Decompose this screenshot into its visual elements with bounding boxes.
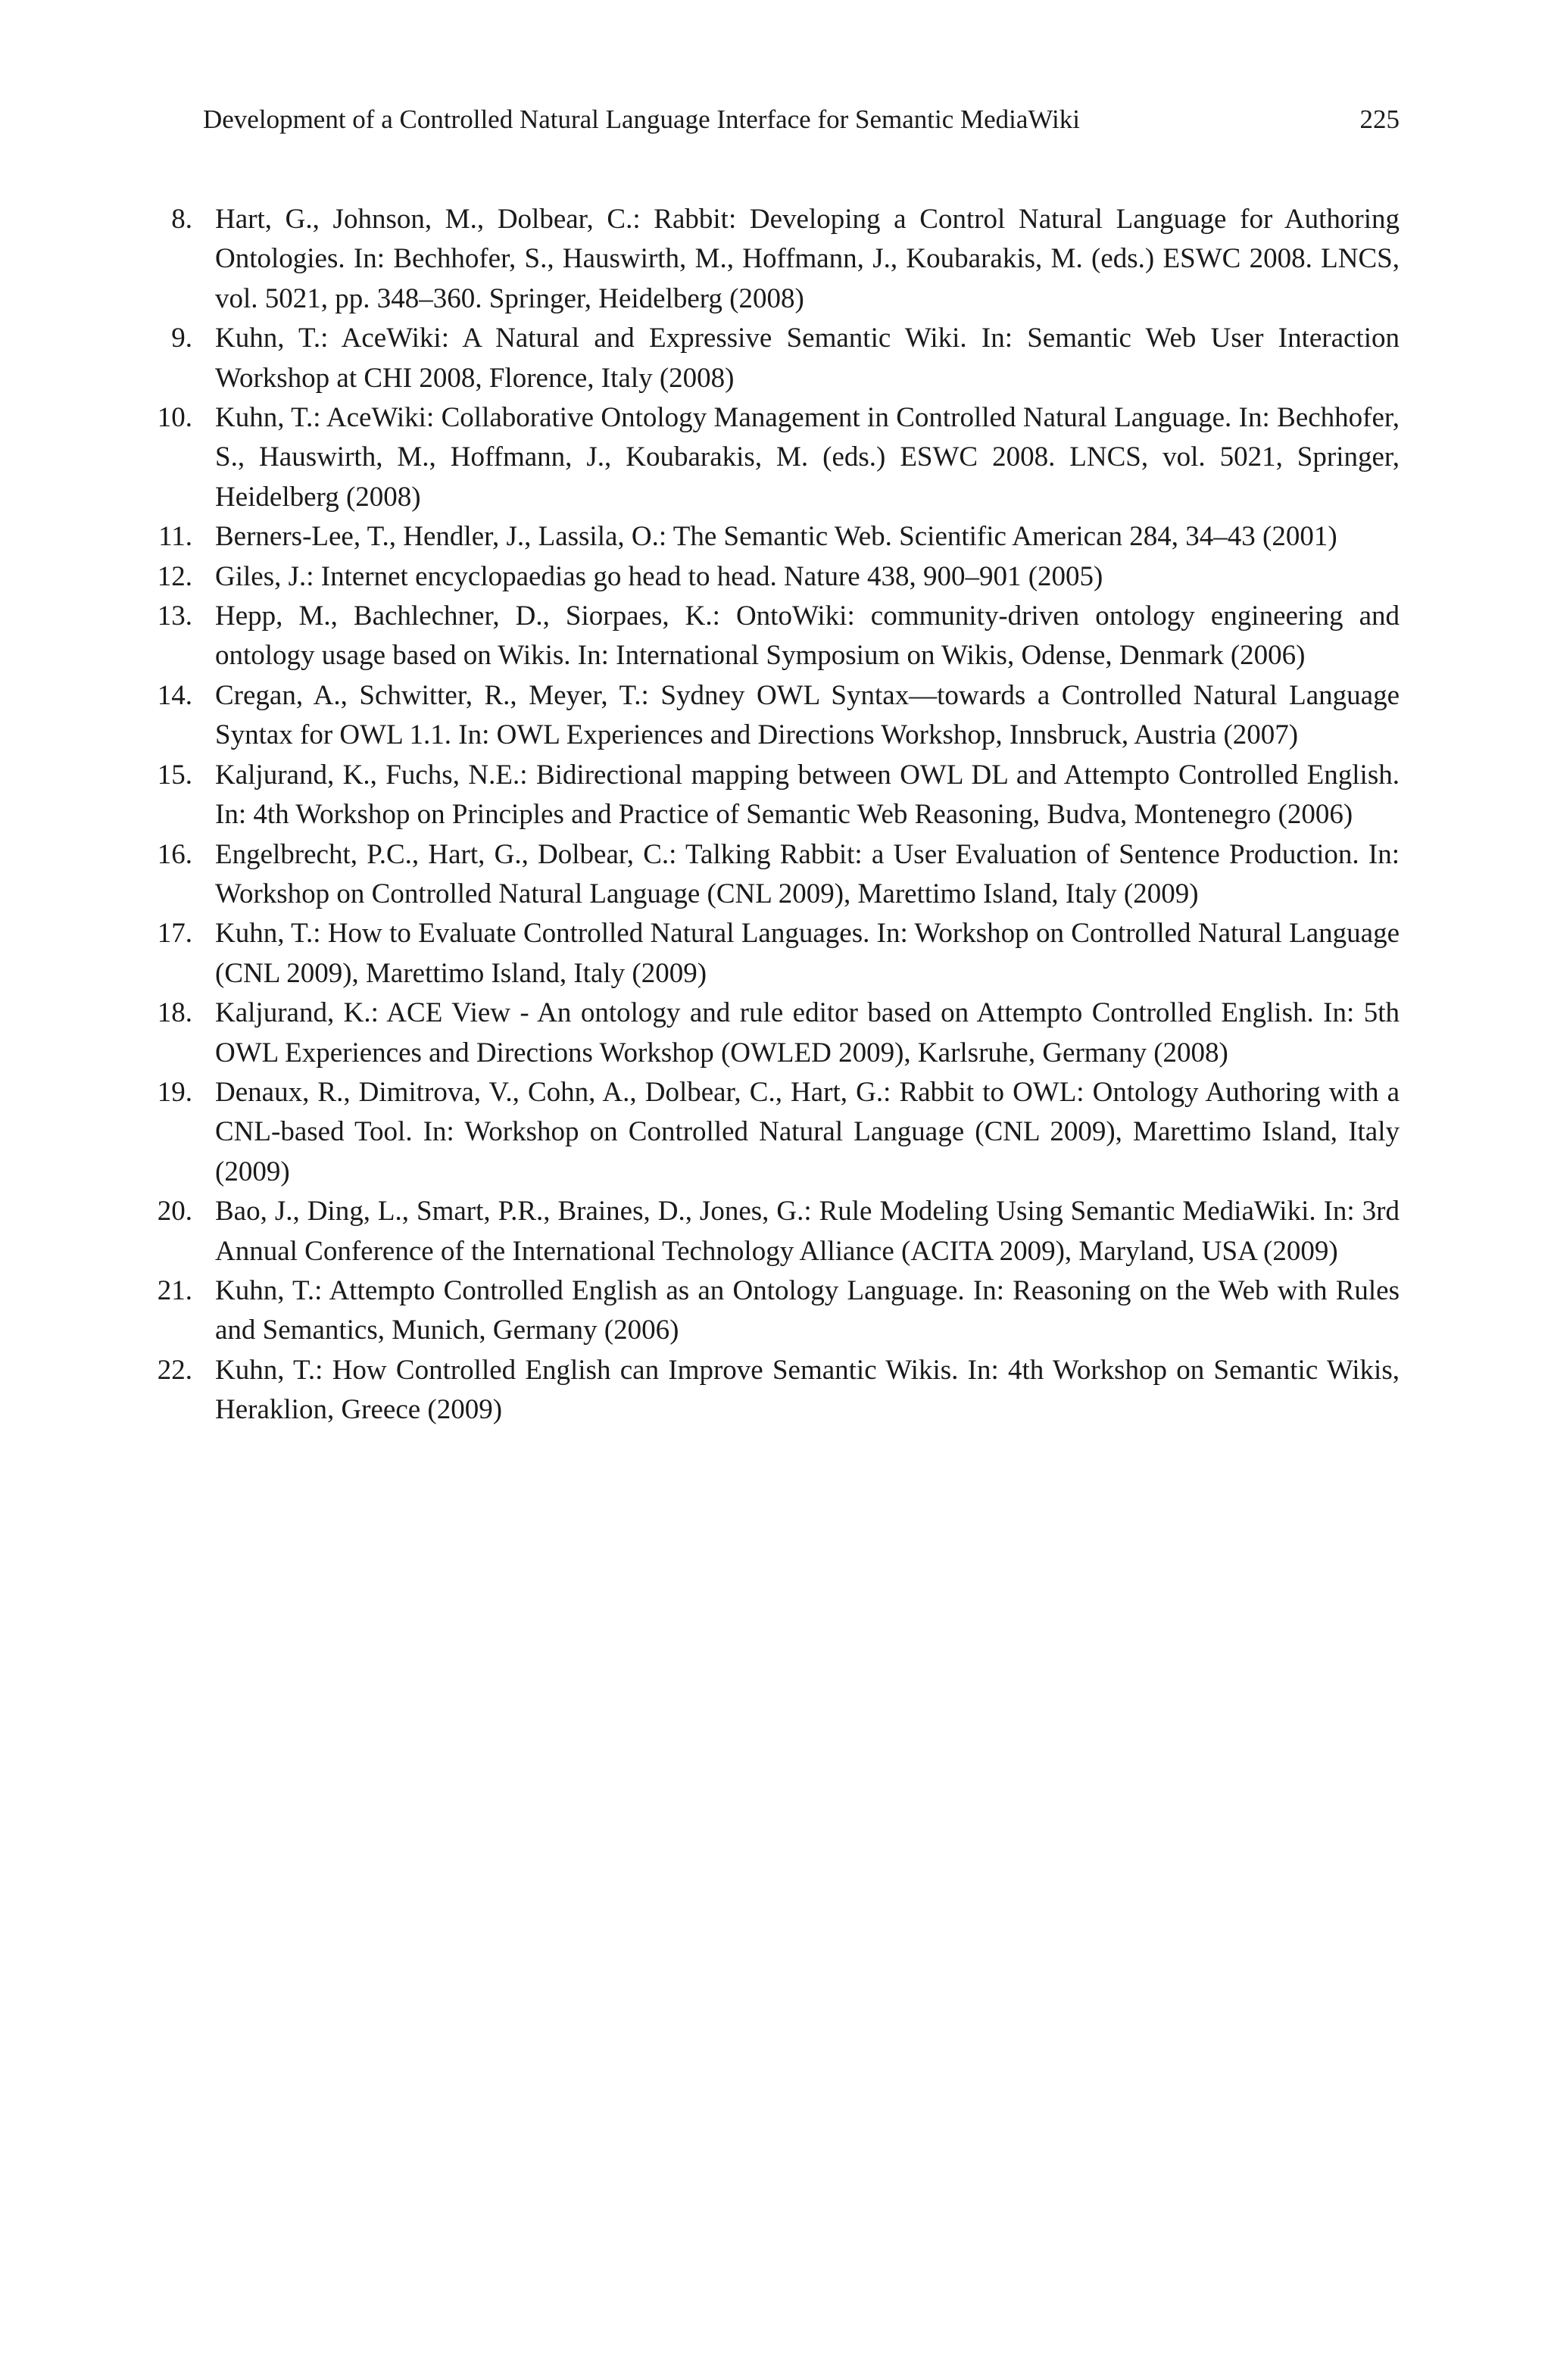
reference-number: 14.	[157, 679, 192, 711]
reference-text: Engelbrecht, P.C., Hart, G., Dolbear, C.: Talking Rabbit: a User Evaluation of Sentence Production. In: Workshop on Controlled Natural Language (CNL 2009), Marettimo Island, Italy (2009)	[215, 838, 1400, 909]
reference-text: Hepp, M., Bachlechner, D., Siorpaes, K.: OntoWiki: community-driven ontology engineering and ontology usage based on Wikis. In: International Symposium on Wikis, Odense, Denmark (2006)	[215, 600, 1400, 672]
reference-number: 8.	[171, 204, 192, 235]
reference-text: Berners-Lee, T., Hendler, J., Lassila, O.: The Semantic Web. Scientific American 284, 34–43 (2001)	[215, 521, 1337, 553]
reference-text: Hart, G., Johnson, M., Dolbear, C.: Rabbit: Developing a Control Natural Language for Authoring Ontologies. In: Bechhofer, S., Hauswirth, M., Hoffmann, J., Koubarakis, M. (eds.) ESWC 2008. LNCS, vol. 5021, pp. 348–360. Springer, Heidelberg (2008)	[215, 204, 1400, 314]
reference-number: 11.	[158, 521, 192, 553]
reference-item	[148, 1351, 1400, 1430]
reference-text: Kuhn, T.: How to Evaluate Controlled Natural Languages. In: Workshop on Controlled Natural Language (CNL 2009), Marettimo Island, Italy (2009)	[215, 918, 1400, 989]
reference-item	[148, 835, 1400, 915]
reference-item	[148, 676, 1400, 756]
reference-number: 21.	[157, 1274, 192, 1306]
running-head	[203, 97, 1400, 142]
reference-number: 17.	[157, 918, 192, 950]
reference-number: 18.	[157, 997, 192, 1029]
reference-text: Kaljurand, K.: ACE View - An ontology and rule editor based on Attempto Controlled English. In: 5th OWL Experiences and Directions Workshop (OWLED 2009), Karlsruhe, Germany (2008)	[215, 997, 1400, 1068]
page-number: 225	[1359, 104, 1400, 134]
reference-item	[148, 993, 1400, 1073]
reference-text: Bao, J., Ding, L., Smart, P.R., Braines, D., Jones, G.: Rule Modeling Using Semantic MediaWiki. In: 3rd Annual Conference of the International Technology Alliance (ACITA 2009), Maryland, USA (2009)	[215, 1196, 1400, 1267]
running-head-title: Development of a Controlled Natural Language Interface for Semantic MediaWiki	[203, 104, 1081, 134]
reference-number: 15.	[157, 759, 192, 791]
reference-item	[148, 914, 1400, 993]
reference-text: Giles, J.: Internet encyclopaedias go head to head. Nature 438, 900–901 (2005)	[215, 560, 1103, 592]
reference-number: 20.	[157, 1196, 192, 1227]
reference-item	[148, 200, 1400, 319]
reference-number: 19.	[157, 1076, 192, 1108]
reference-number: 10.	[157, 402, 192, 434]
reference-number: 22.	[157, 1354, 192, 1386]
reference-text: Kuhn, T.: Attempto Controlled English as an Ontology Language. In: Reasoning on the Web with Rules and Semantics, Munich, Germany (2006)	[215, 1274, 1400, 1346]
reference-item	[148, 1192, 1400, 1271]
reference-list	[148, 200, 1400, 1430]
reference-item	[148, 597, 1400, 676]
reference-text: Denaux, R., Dimitrova, V., Cohn, A., Dolbear, C., Hart, G.: Rabbit to OWL: Ontology Authoring with a CNL-based Tool. In: Workshop on Controlled Natural Language (CNL 2009), Marettimo Island, Italy (2009)	[215, 1076, 1400, 1187]
reference-item	[148, 557, 1400, 597]
reference-item	[148, 1073, 1400, 1192]
reference-text: Kaljurand, K., Fuchs, N.E.: Bidirectional mapping between OWL DL and Attempto Controlled English. In: 4th Workshop on Principles and Practice of Semantic Web Reasoning, Budva, Montenegro (2006)	[215, 759, 1400, 831]
reference-text: Kuhn, T.: How Controlled English can Improve Semantic Wikis. In: 4th Workshop on Semantic Wikis, Heraklion, Greece (2009)	[215, 1354, 1400, 1426]
reference-item	[148, 756, 1400, 835]
reference-item	[148, 1271, 1400, 1351]
reference-number: 12.	[157, 560, 192, 592]
reference-number: 16.	[157, 838, 192, 870]
reference-text: Kuhn, T.: AceWiki: A Natural and Expressive Semantic Wiki. In: Semantic Web User Interaction Workshop at CHI 2008, Florence, Italy (2008)	[215, 323, 1400, 394]
reference-text: Kuhn, T.: AceWiki: Collaborative Ontology Management in Controlled Natural Language. In: Bechhofer, S., Hauswirth, M., Hoffmann, J., Koubarakis, M. (eds.) ESWC 2008. LNCS, vol. 5021, Springer, Heidelberg (2008)	[215, 402, 1400, 513]
reference-text: Cregan, A., Schwitter, R., Meyer, T.: Sydney OWL Syntax—towards a Controlled Natural Language Syntax for OWL 1.1. In: OWL Experiences and Directions Workshop, Innsbruck, Austria (2007)	[215, 679, 1400, 751]
reference-item	[148, 319, 1400, 398]
reference-item	[148, 398, 1400, 517]
reference-number: 13.	[157, 600, 192, 632]
reference-item	[148, 517, 1400, 557]
reference-number: 9.	[171, 323, 192, 354]
